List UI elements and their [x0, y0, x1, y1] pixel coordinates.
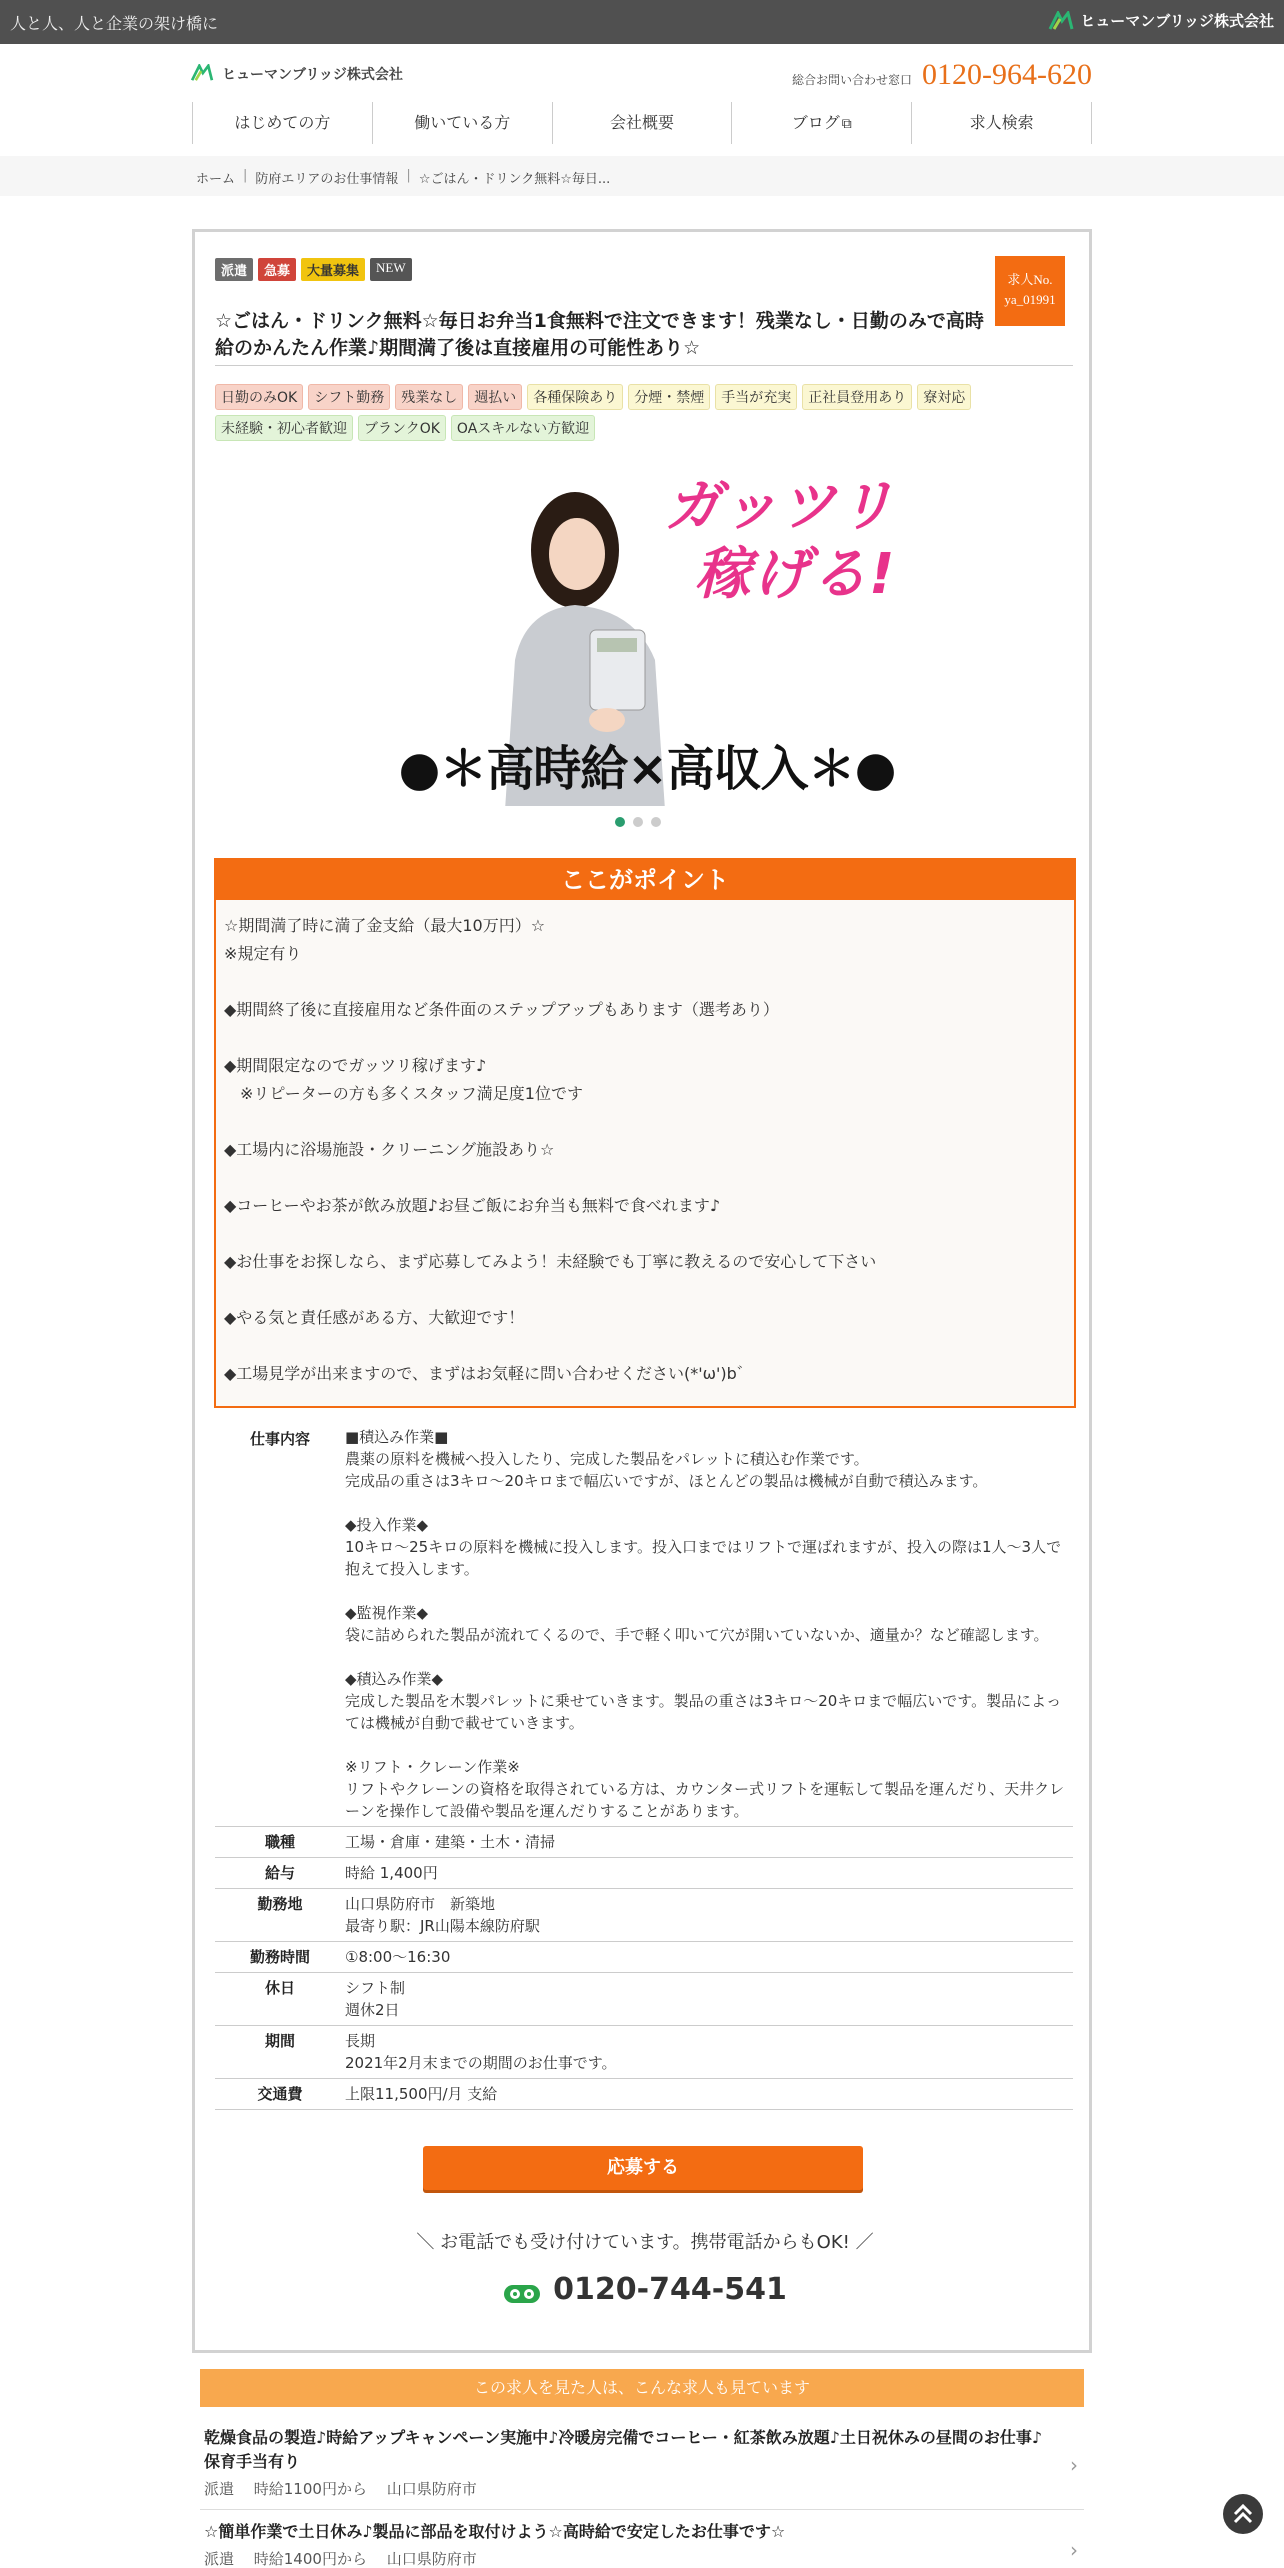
table-row — [215, 1858, 1073, 1889]
feature-tag: 日勤のみOK — [215, 384, 303, 410]
related-meta: 派遣 時給1400円から 山口県防府市 — [204, 2550, 477, 2568]
nav-item-blog[interactable] — [731, 102, 911, 144]
related-title: 乾燥食品の製造♪時給アップキャンペーン実施中♪冷暖房完備でコーヒー・紅茶飲み放題♪土日祝休みの昼間のお仕事♪保育手当有り — [204, 2428, 1043, 2471]
phone-contact[interactable] — [195, 2272, 1095, 2307]
row-value: 長期 2021年2月末までの期間のお仕事です。 — [345, 2032, 617, 2072]
related-title: ☆簡単作業で土日休み♪製品に部品を取付けよう☆高時給で安定したお仕事です☆ — [204, 2522, 786, 2541]
breadcrumb-area[interactable]: 防府エリアのお仕事情報 — [255, 172, 399, 187]
row-label: 期間 — [264, 2032, 295, 2050]
breadcrumb-current: ☆ごはん・ドリンク無料☆毎日... — [418, 172, 611, 187]
row-label: 仕事内容 — [249, 1430, 310, 1448]
nav-label: 働いている方 — [414, 113, 511, 132]
nav-label: ブログ — [791, 113, 840, 132]
tag-new: NEW — [370, 258, 412, 281]
row-value: 工場・倉庫・建築・土木・清掃 — [345, 1833, 556, 1851]
breadcrumb — [196, 168, 610, 187]
header-logo-text: ヒューマンブリッジ株式会社 — [222, 67, 403, 83]
point-body: ☆期間満了時に満了金支給（最大10万円）☆ ※規定有り ◆期間終了後に直接雇用など条件面のステップアップもあります（選考あり） ◆期間限定なのでガッツリ稼げます♪ ※リピーターの方も多くスタッフ満足度1位です ◆工場内に浴場施設・クリーニング施設あり☆ ◆コーヒーやお茶が飲み放題♪お昼ご飯にお弁当も無料で食べれます♪ ◆お仕事をお探しなら、まず応募してみよう！未経験でも丁寧に教えるので安心して下さい ◆やる気と責任感がある方、大歓迎です！ ◆工場見学が出来ますので、まずはお気軽に問い合わせください(*'ω')b゛ — [224, 916, 877, 1383]
nav-item-company[interactable] — [552, 102, 732, 144]
divider — [215, 365, 1073, 366]
table-row — [215, 1422, 1073, 1827]
related-meta: 派遣 時給1100円から 山口県防府市 — [204, 2480, 477, 2498]
feature-tag: 未経験・初心者歓迎 — [215, 415, 353, 441]
row-value: シフト制 週休2日 — [345, 1979, 406, 2019]
feature-tag: 残業なし — [395, 384, 463, 410]
slider-dots — [615, 817, 661, 827]
hero-catch-line1: ガッツリ — [665, 474, 896, 539]
job-tags — [215, 258, 412, 281]
nav-label: 求人検索 — [969, 113, 1034, 132]
related-list — [200, 2416, 1084, 2568]
table-row — [215, 2026, 1073, 2079]
related-heading: この求人を見た人は、こんな求人も見ています — [200, 2369, 1084, 2407]
job-detail-table — [215, 1422, 1073, 2110]
point-box — [214, 858, 1076, 1408]
job-number: ya_01991 — [1004, 292, 1056, 307]
slider-dot[interactable] — [615, 817, 625, 827]
apply-button[interactable]: 応募する — [423, 2146, 863, 2190]
row-label: 給与 — [264, 1864, 295, 1882]
row-label: 交通費 — [257, 2085, 303, 2103]
hero-bottom-text: ●＊高時給×高収入＊● — [398, 741, 896, 797]
tag-mass-hiring: 大量募集 — [301, 258, 365, 281]
top-bar — [0, 0, 1284, 44]
breadcrumb-home[interactable]: ホーム — [196, 172, 236, 187]
contact-number[interactable]: 0120-964-620 — [922, 58, 1092, 91]
feature-tag: OAスキルない方歓迎 — [451, 415, 595, 441]
contact-label: 総合お問い合わせ窓口 — [792, 73, 913, 87]
row-value: ①8:00～16:30 — [345, 1948, 451, 1966]
list-item[interactable] — [200, 2416, 1084, 2510]
feature-tag: 分煙・禁煙 — [628, 384, 710, 410]
header-logo[interactable] — [190, 64, 403, 84]
slider-dot[interactable] — [651, 817, 661, 827]
feature-tag: 正社員登用あり — [802, 384, 912, 410]
row-label: 勤務時間 — [249, 1948, 310, 1966]
chevron-up-icon — [1223, 2494, 1263, 2534]
brand-name: ヒューマンブリッジ株式会社 — [1080, 12, 1274, 30]
row-label: 職種 — [264, 1833, 295, 1851]
tag-urgent: 急募 — [258, 258, 296, 281]
phone-note: ＼ お電話でも受け付けています。携帯電話からもOK! ／ — [416, 2232, 874, 2253]
hero-slide-image[interactable] — [375, 450, 919, 806]
feature-tag: 手当が充実 — [715, 384, 797, 410]
nav-item-working[interactable] — [372, 102, 552, 144]
table-row — [215, 1827, 1073, 1858]
feature-tag: 各種保険あり — [527, 384, 623, 410]
row-value: ■積込み作業■ 農薬の原料を機械へ投入したり、完成した製品をパレットに積込む作業です。 完成品の重さは3キロ～20キロまで幅広いですが、ほとんどの製品は機械が自動で積込みます。 ◆投入作業◆ 10キロ～25キロの原料を機械に投入します。投入口まではリフトで運ばれますが、投入の際は1人～3人で抱えて投入します。 ◆監視作業◆ 袋に詰められた製品が流れてくるので、手で軽く叩いて穴が開いていないか、適量か？など確認します。 ◆積込み作業◆ 完成した製品を木製パレットに乗せていきます。製品の重さは3キロ～20キロまで幅広いです。製品によっては機械が自動で載せていきます。 ※リフト・クレーン作業※ リフトやクレーンの資格を取得されている方は、カウンター式リフトを運転して製品を運んだり、天井クレーンを操作して設備や製品を運んだりすることがあります。 — [345, 1428, 1065, 1820]
table-row — [215, 1942, 1073, 1973]
nav-label: はじめての方 — [234, 113, 331, 132]
row-label: 勤務地 — [257, 1895, 303, 1913]
job-title: ☆ごはん・ドリンク無料☆毎日お弁当1食無料で注文できます！残業なし・日勤のみで高時給のかんたん作業♪期間満了後は直接雇用の可能性あり☆ — [215, 310, 984, 359]
point-title: ここがポイント — [216, 860, 1074, 900]
external-link-icon: ⧉ — [841, 116, 852, 132]
job-number-label: 求人No. — [1007, 272, 1053, 287]
main-nav — [192, 102, 1092, 144]
freedial-icon — [503, 2278, 545, 2302]
chevron-right-icon: › — [1070, 2537, 1078, 2562]
table-row — [215, 1889, 1073, 1942]
job-features — [215, 384, 1075, 441]
breadcrumb-separator: | — [243, 168, 248, 183]
feature-tag: ブランクOK — [358, 415, 446, 441]
job-card — [192, 229, 1092, 2353]
tag-dispatch: 派遣 — [215, 258, 253, 281]
feature-tag: 週払い — [468, 384, 522, 410]
contact-info — [792, 58, 1092, 92]
slider-dot[interactable] — [633, 817, 643, 827]
list-item[interactable] — [200, 2510, 1084, 2568]
breadcrumb-bar — [0, 156, 1284, 196]
feature-tag: 寮対応 — [917, 384, 971, 410]
nav-item-job-search[interactable] — [911, 102, 1092, 144]
breadcrumb-separator: | — [406, 168, 411, 183]
row-value: 時給 1,400円 — [345, 1864, 438, 1882]
phone-number: 0120-744-541 — [553, 2272, 787, 2307]
table-row — [215, 2079, 1073, 2110]
feature-tag: シフト勤務 — [308, 384, 390, 410]
nav-item-first-time[interactable] — [192, 102, 372, 144]
row-value: 上限11,500円/月 支給 — [345, 2085, 498, 2103]
brand-logo[interactable] — [1048, 10, 1274, 31]
back-to-top-button[interactable] — [1223, 2494, 1263, 2534]
logo-icon — [190, 64, 216, 84]
nav-label: 会社概要 — [609, 113, 674, 132]
logo-icon — [1048, 11, 1074, 31]
site-tagline: 人と人、人と企業の架け橋に — [10, 14, 219, 33]
row-label: 休日 — [264, 1979, 295, 1997]
hero-catch-line2: 稼げる! — [695, 542, 897, 607]
table-row — [215, 1973, 1073, 2026]
job-number-badge — [995, 256, 1065, 326]
row-value: 山口県防府市 新築地 最寄り駅：JR山陽本線防府駅 — [345, 1895, 540, 1935]
chevron-right-icon: › — [1070, 2453, 1078, 2478]
